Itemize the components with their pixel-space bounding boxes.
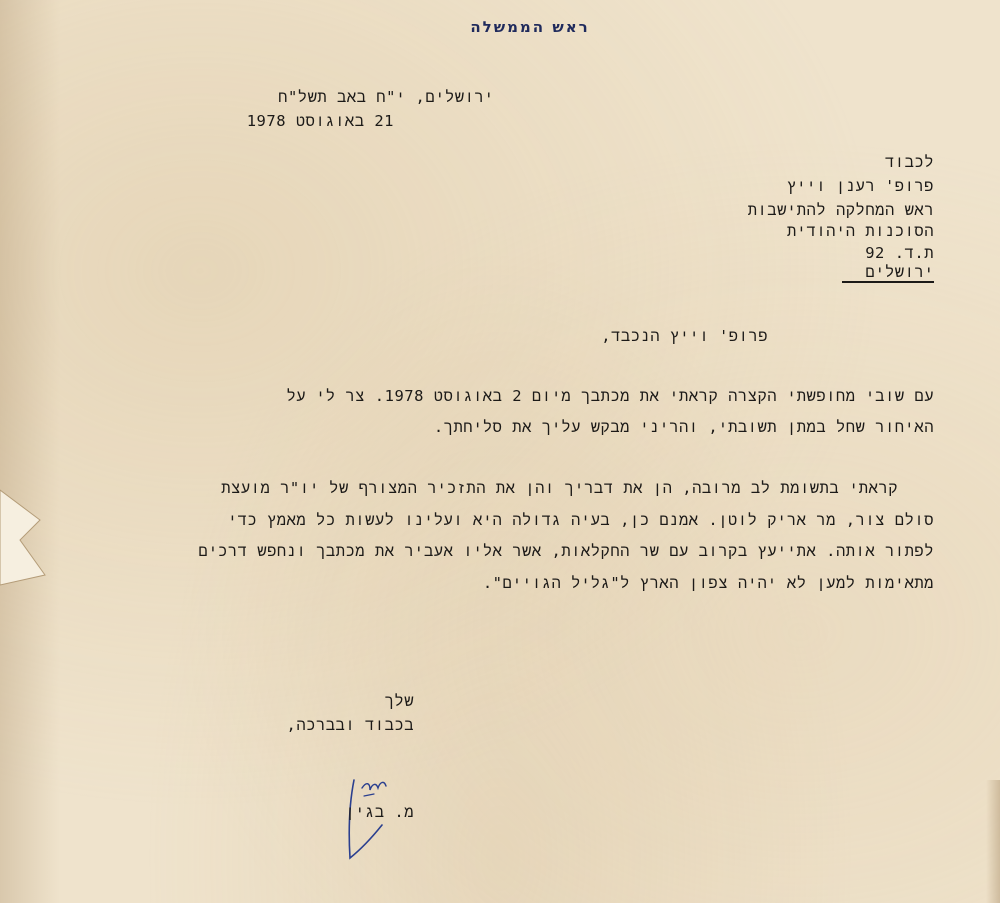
paper-edge-shadow-left (0, 0, 60, 903)
dateline-gregorian: 21 באוגוסט 1978 (246, 112, 394, 130)
paper-edge-shadow-right (986, 780, 1000, 903)
recipient-po-box: ת.ד. 92 (865, 244, 934, 262)
city-underline (842, 281, 934, 283)
paper-fold-mark (0, 480, 48, 590)
recipient-title: ראש המחלקה להתישבות (747, 201, 934, 219)
signer-name: מ. בגין (345, 803, 414, 821)
recipient-name: פרופ' רענן וייץ (786, 177, 934, 195)
paragraph1-line1: עם שובי מחופשתי הקצרה קראתי את מכתבך מיום 2 באוגוסט 1978. צר לי על (286, 387, 934, 405)
recipient-organization: הסוכנות היהודית (786, 222, 934, 240)
recipient-salutation: לכבוד (884, 153, 934, 171)
paragraph2-line3: לפתור אותה. אתייעץ בקרוב עם שר החקלאות, אשר אליו אעביר את מכתבך ונחפש דרכים (198, 542, 934, 560)
paragraph2-line4: מתאימות למען לא יהיה צפון הארץ ל"גליל הגויים". (482, 574, 934, 592)
recipient-city: ירושלים (865, 263, 934, 281)
closing-line2: בכבוד ובברכה, (286, 716, 414, 734)
dateline-hebrew: ירושלים, י"ח באב תשל"ח (278, 88, 494, 106)
greeting: פרופ' וייץ הנכבד, (601, 327, 768, 345)
paragraph2-line2: סולם צור, מר אריק לוטן. אמנם כן, בעיה גדולה היא ועלינו לעשות כל מאמץ כדי (227, 511, 934, 529)
letterhead-title: ראש הממשלה (470, 18, 590, 36)
closing-line1: שלך (384, 692, 414, 710)
paragraph1-line2: האיחור שחל במתן תשובתי, והריני מבקש עליך את סליחתך. (433, 418, 934, 436)
paragraph2-line1: קראתי בתשומת לב מרובה, הן את דבריך והן את התזכיר המצורף של יו"ר מועצת (221, 479, 898, 497)
